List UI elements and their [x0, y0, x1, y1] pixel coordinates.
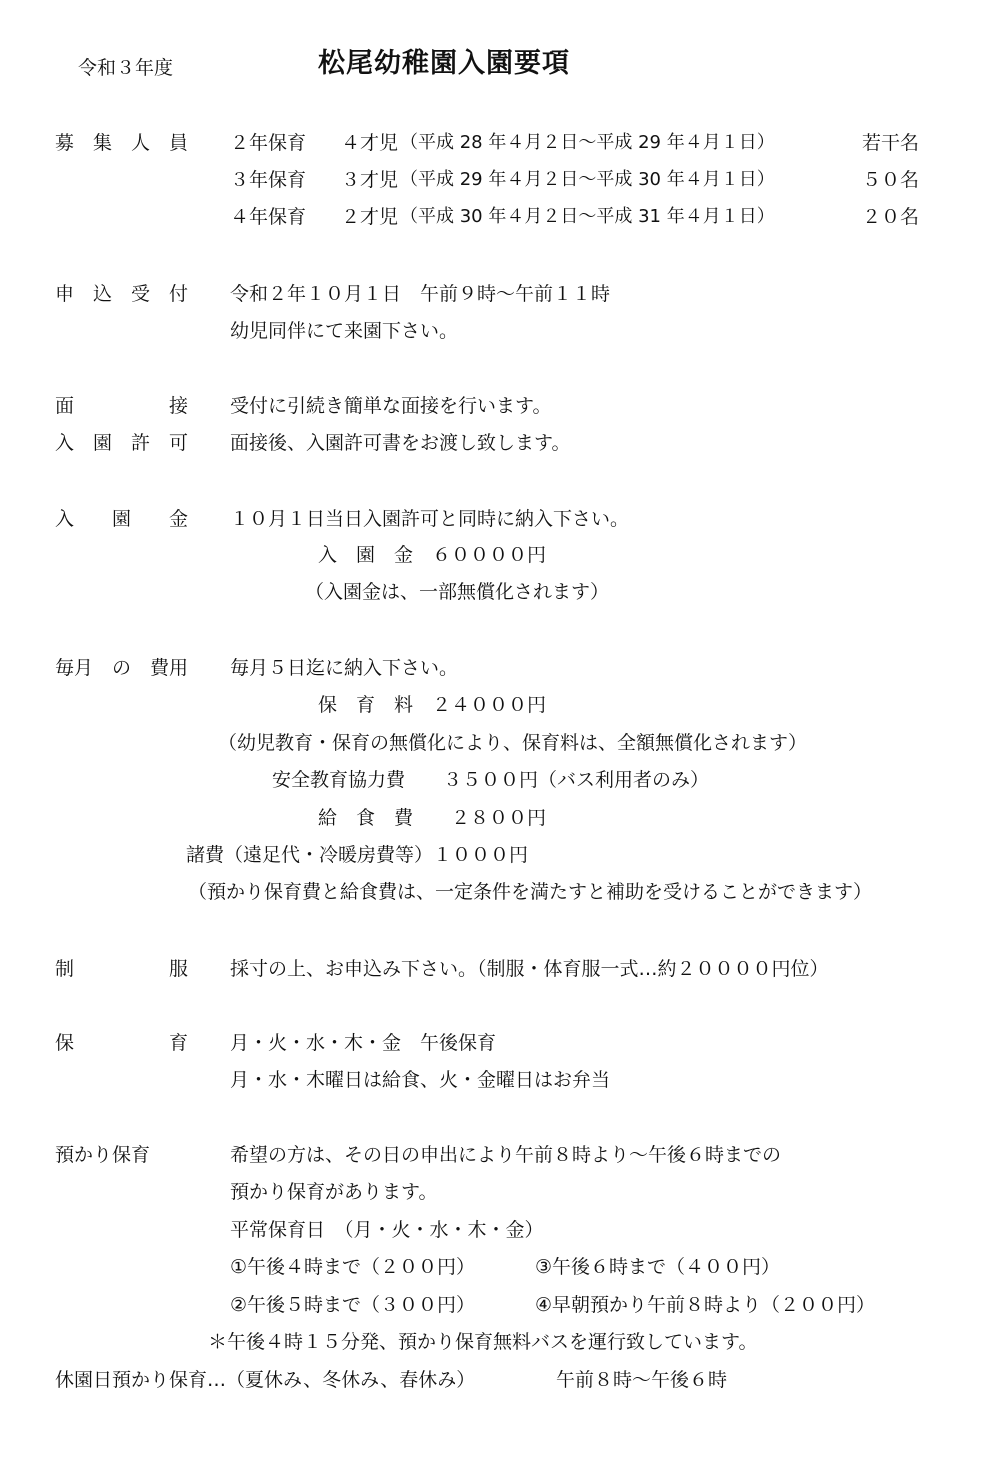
holiday-care-time: 午前８時〜午後６時 — [556, 1369, 728, 1391]
recruitment-age: ２才児 — [341, 206, 399, 228]
permission-text: 面接後、入園許可書をお渡し致します。 — [230, 432, 571, 454]
safety-fee: 安全教育協力費 ３５００円（バス利用者のみ） — [272, 769, 710, 791]
regular-days: 平常保育日 （月・火・水・木・金） — [230, 1219, 544, 1241]
interview-label: 面 接 — [55, 395, 189, 417]
childcare-days: 月・火・水・木・金 午後保育 — [230, 1032, 497, 1054]
bus-note: ＊午後４時１５分発、預かり保育無料バスを運行致しています。 — [208, 1331, 758, 1353]
uniform-text: 採寸の上、お申込み下さい。（制服・体育服一式…約２００００円位） — [230, 958, 829, 980]
recruitment-label: 募 集 人 員 — [55, 132, 189, 154]
entrance-fee-subsidy: （入園金は、一部無償化されます） — [305, 581, 610, 603]
recruitment-count: ５０名 — [862, 169, 920, 191]
recruitment-count: 若干名 — [862, 132, 920, 154]
childcare-label: 保 育 — [55, 1032, 189, 1054]
childcare-lunch: 月・水・木曜日は給食、火・金曜日はお弁当 — [230, 1069, 611, 1091]
lunch-fee: 給 食 費 ２８００円 — [318, 807, 547, 829]
application-note: 幼児同伴にて来園下さい。 — [230, 320, 459, 342]
permission-label: 入 園 許 可 — [55, 432, 189, 454]
recruitment-course: ３年保育 — [230, 169, 307, 191]
interview-text: 受付に引続き簡単な面接を行います。 — [230, 395, 552, 417]
option-4: ④早朝預かり午前８時より（２００円） — [535, 1294, 876, 1316]
recruitment-count: ２０名 — [862, 206, 920, 228]
option-3: ③午後６時まで（４００円） — [535, 1256, 781, 1278]
recruitment-period: （平成 30 年４月２日〜平成 31 年４月１日） — [400, 206, 775, 227]
option-1: ①午後４時まで（２００円） — [230, 1256, 476, 1278]
application-date: 令和２年１０月１日 午前９時〜午前１１時 — [230, 283, 611, 305]
tuition-subsidy-note: （幼児教育・保育の無償化により、保育料は、全額無償化されます） — [218, 732, 808, 754]
holiday-care-label: 休園日預かり保育…（夏休み、冬休み、春休み） — [55, 1369, 476, 1391]
recruitment-course: ４年保育 — [230, 206, 307, 228]
recruitment-course: ２年保育 — [230, 132, 307, 154]
recruitment-period: （平成 28 年４月２日〜平成 29 年４月１日） — [400, 132, 775, 153]
entrance-fee-note: １０月１日当日入園許可と同時に納入下さい。 — [230, 508, 630, 530]
option-2: ②午後５時まで（３００円） — [230, 1294, 476, 1316]
extended-care-desc: 希望の方は、その日の申出により午前８時より〜午後６時までの — [230, 1144, 782, 1166]
tuition-amount: 保 育 料 ２４０００円 — [318, 694, 547, 716]
monthly-fee-due: 毎月５日迄に納入下さい。 — [230, 657, 459, 679]
extended-care-label: 預かり保育 — [55, 1144, 151, 1166]
recruitment-period: （平成 29 年４月２日〜平成 30 年４月１日） — [400, 169, 775, 190]
monthly-fee-label: 毎月 の 費用 — [55, 657, 189, 679]
application-label: 申 込 受 付 — [55, 283, 189, 305]
fiscal-year: 令和３年度 — [78, 57, 174, 79]
subsidy-note: （預かり保育費と給食費は、一定条件を満たすと補助を受けることができます） — [188, 881, 873, 903]
recruitment-age: ３才児 — [341, 169, 399, 191]
entrance-fee-amount: 入 園 金 ６００００円 — [318, 544, 547, 566]
uniform-label: 制 服 — [55, 958, 189, 980]
misc-fee: 諸費（遠足代・冷暖房費等）１０００円 — [186, 844, 529, 866]
page-title: 松尾幼稚園入園要項 — [318, 48, 570, 79]
recruitment-age: ４才児 — [341, 132, 399, 154]
extended-care-desc-2: 預かり保育があります。 — [230, 1181, 438, 1203]
entrance-fee-label: 入 園 金 — [55, 508, 189, 530]
